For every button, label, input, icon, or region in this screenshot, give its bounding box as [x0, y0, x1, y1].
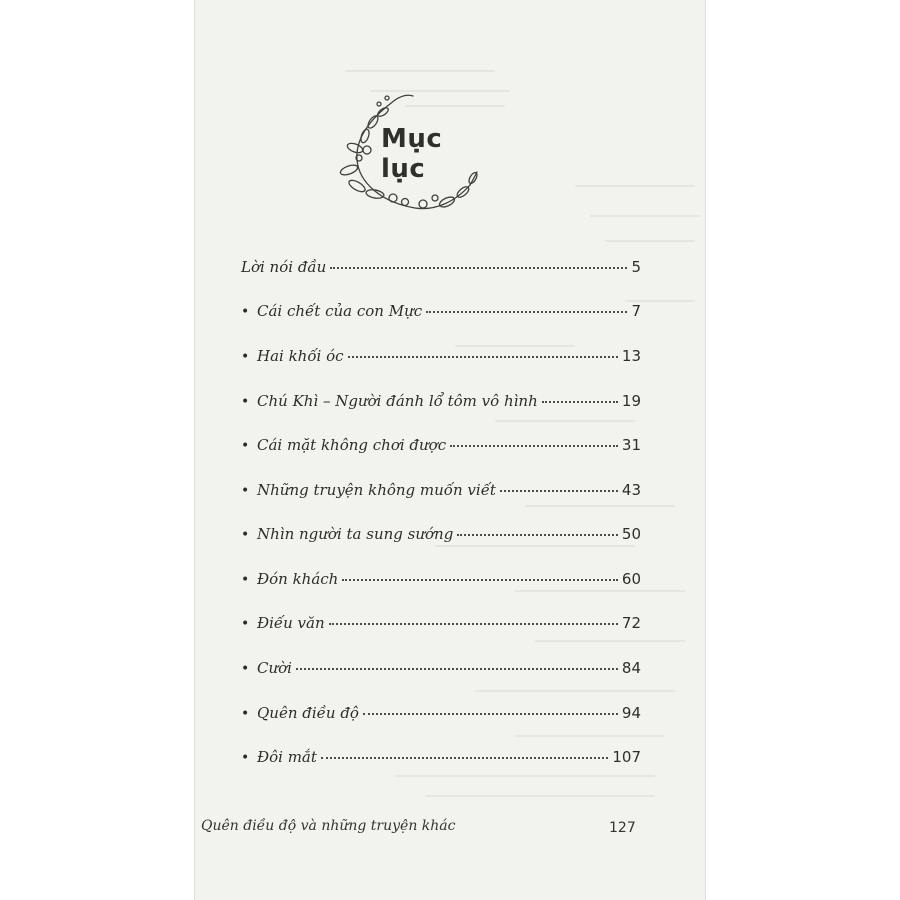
toc-entry-page: 94 — [621, 704, 641, 722]
toc-entry-title: Điếu văn — [257, 614, 325, 632]
toc-entry-title: Nhìn người ta sung sướng — [257, 525, 454, 543]
toc-entry-page: 31 — [621, 436, 641, 454]
toc-entry-title: Cười — [257, 659, 292, 677]
dot-leader — [450, 445, 618, 447]
toc-entry-page: 13 — [621, 347, 641, 365]
toc-entry — [241, 481, 641, 511]
running-footer-title: Quên điều độ và những truyện khác — [201, 818, 456, 834]
dot-leader — [542, 401, 618, 403]
dot-leader — [329, 623, 618, 625]
bullet: • — [241, 483, 250, 499]
toc-entry-page: 19 — [621, 392, 641, 410]
toc-entry-title: Quên điều độ — [257, 704, 359, 722]
bullet: • — [241, 394, 250, 410]
dot-leader — [321, 757, 608, 759]
toc-entry — [241, 302, 641, 332]
toc-entry — [241, 748, 641, 778]
heading-ornament — [335, 90, 485, 220]
dot-leader — [348, 356, 618, 358]
page-number: 127 — [609, 820, 636, 836]
toc-entry-page: 107 — [612, 748, 641, 766]
toc-entry — [241, 704, 641, 734]
bullet: • — [241, 304, 250, 320]
bullet: • — [241, 750, 250, 766]
toc-entry — [241, 614, 641, 644]
toc-entry-page: 84 — [621, 659, 641, 677]
dot-leader — [363, 713, 618, 715]
bullet: • — [241, 438, 250, 454]
toc-entry-title: Những truyện không muốn viết — [257, 481, 496, 499]
toc-entry — [241, 570, 641, 600]
toc-entry-title: Chú Khì – Người đánh lổ tôm vô hình — [257, 392, 538, 410]
toc-entry-page: 7 — [631, 302, 641, 320]
toc-entry-title: Hai khối óc — [257, 347, 344, 365]
toc-entry — [241, 258, 641, 288]
toc-entry-page: 43 — [621, 481, 641, 499]
bullet: • — [241, 349, 250, 365]
toc-entry — [241, 659, 641, 689]
dot-leader — [426, 311, 627, 313]
dot-leader — [500, 490, 618, 492]
toc-entry-title: Đón khách — [257, 570, 339, 588]
bullet: • — [241, 616, 250, 632]
toc-entry-title: Lời nói đầu — [241, 258, 327, 276]
toc-entry — [241, 525, 641, 555]
toc-entry-page: 72 — [621, 614, 641, 632]
toc-entry-title: Cái mặt không chơi được — [257, 436, 447, 454]
toc-entry — [241, 347, 641, 377]
toc-entry — [241, 392, 641, 422]
toc-entry — [241, 436, 641, 466]
page-title: Mục lục — [381, 124, 443, 184]
toc-entry-title: Cái chết của con Mực — [257, 302, 423, 320]
toc-entry-page: 5 — [631, 258, 641, 276]
bullet: • — [241, 572, 250, 588]
bullet: • — [241, 706, 250, 722]
dot-leader — [296, 668, 618, 670]
dot-leader — [457, 534, 618, 536]
toc-entry-page: 60 — [621, 570, 641, 588]
toc-entry-page: 50 — [621, 525, 641, 543]
dot-leader — [330, 267, 627, 269]
toc-entry-title: Đôi mắt — [257, 748, 317, 766]
book-page — [194, 0, 706, 900]
bullet: • — [241, 527, 250, 543]
bullet: • — [241, 661, 250, 677]
dot-leader — [342, 579, 618, 581]
